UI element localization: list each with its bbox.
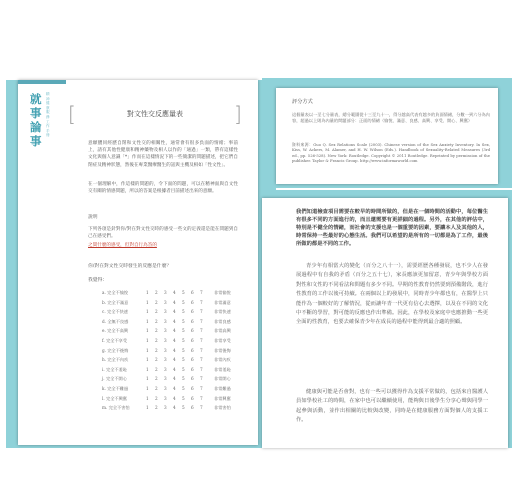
scale-item-label: k. 完全不難過 xyxy=(102,386,129,391)
scale-number[interactable]: 6 xyxy=(191,338,194,343)
scale-number[interactable]: 3 xyxy=(164,338,167,343)
scale-number[interactable]: 7 xyxy=(200,395,203,401)
scale-number[interactable]: 3 xyxy=(164,395,167,401)
scale-number[interactable]: 7 xyxy=(200,366,203,372)
scale-number[interactable]: 6 xyxy=(191,395,194,401)
scoring-heading: 評分方式 xyxy=(292,99,313,105)
scale-number[interactable]: 5 xyxy=(182,386,185,391)
title-bracket-left: [ xyxy=(68,102,76,126)
scale-item-end-label: 非常快速 xyxy=(214,309,231,315)
scale-number[interactable]: 4 xyxy=(173,290,176,295)
scale-item-end-label: 非常內疚 xyxy=(214,357,231,363)
scale-number[interactable]: 5 xyxy=(182,309,185,315)
scale-number[interactable]: 7 xyxy=(200,318,203,324)
scale-item-label: f. 完全不享受 xyxy=(102,338,128,343)
scale-number[interactable]: 7 xyxy=(200,309,203,315)
scale-number[interactable]: 4 xyxy=(173,309,176,315)
scale-number[interactable]: 7 xyxy=(200,386,203,391)
scale-item-end-label: 非常興奮 xyxy=(214,395,231,401)
scale-number[interactable]: 5 xyxy=(182,376,185,382)
scale-number[interactable]: 2 xyxy=(155,386,158,391)
scale-number[interactable]: 3 xyxy=(164,386,167,391)
scale-number[interactable]: 6 xyxy=(191,328,194,334)
scale-number[interactable]: 1 xyxy=(146,395,149,401)
scale-number[interactable]: 1 xyxy=(146,299,149,305)
scale-number[interactable]: 7 xyxy=(200,328,203,334)
question-text: 你/對在對文性交時發生的反應是什麼？ xyxy=(88,264,172,269)
scale-number[interactable]: 1 xyxy=(146,328,149,334)
title-bracket-right: ] xyxy=(234,102,242,126)
scale-number[interactable]: 5 xyxy=(182,328,185,334)
scale-number[interactable]: 7 xyxy=(200,376,203,382)
scale-number[interactable]: 7 xyxy=(200,290,203,295)
scale-number[interactable]: 3 xyxy=(164,318,167,324)
scale-number[interactable]: 3 xyxy=(164,299,167,305)
scale-number[interactable]: 3 xyxy=(164,366,167,372)
scale-number[interactable]: 6 xyxy=(191,309,194,315)
scale-item-end-label: 非常羞恥 xyxy=(214,366,231,372)
explain-label: 說明 xyxy=(88,215,98,220)
scale-number[interactable]: 7 xyxy=(200,357,203,363)
scale-number[interactable]: 4 xyxy=(173,395,176,401)
scale-number[interactable]: 7 xyxy=(200,347,203,353)
scale-item-end-label: 非常良感 xyxy=(214,318,231,324)
scale-number[interactable]: 4 xyxy=(173,376,176,382)
scale-item-label: a. 完全不愉悅 xyxy=(102,290,129,295)
scale-number[interactable]: 1 xyxy=(146,366,149,372)
scale-number[interactable]: 4 xyxy=(173,357,176,363)
intro-paragraph-2: 在一個理解中，作這樣的問題的，令下面的問題，可以在精神面與自文性交有關的情感問題，所以的答案是根據者目前描述出來的意願。 xyxy=(88,182,238,195)
scale-number[interactable]: 1 xyxy=(146,347,149,353)
scale-item-label: g. 完全不後悔 xyxy=(102,347,129,353)
scale-number[interactable]: 6 xyxy=(191,376,194,382)
scale-item-end-label: 非常開心 xyxy=(214,376,231,382)
scoring-text: 這個量表以一至七分量表，總分範圍從十三至九十一，得分越高代表有越多的負面情緒，分數一到六分為內容，超過以上則為內量的問題部分：正面的情緒（愉悅、滿意、良感、高興、享受、開心、興奮） xyxy=(292,112,490,123)
scale-item-end-label: 非常愉悅 xyxy=(214,290,231,295)
scale-number[interactable]: 5 xyxy=(182,318,185,324)
scale-number[interactable]: 2 xyxy=(155,318,158,324)
scale-number[interactable]: 1 xyxy=(146,290,149,295)
scale-number[interactable]: 2 xyxy=(155,290,158,295)
scale-number[interactable]: 5 xyxy=(182,395,185,401)
scale-number[interactable]: 1 xyxy=(146,357,149,363)
scale-number[interactable]: 1 xyxy=(146,318,149,324)
scale-number[interactable]: 2 xyxy=(155,395,158,401)
scale-number[interactable]: 2 xyxy=(155,376,158,382)
scale-number[interactable]: 4 xyxy=(173,318,176,324)
scale-item-end-label: 非常高興 xyxy=(214,328,231,334)
scale-number[interactable]: 3 xyxy=(164,376,167,382)
scale-number[interactable]: 3 xyxy=(164,357,167,363)
scale-item-label: m. 完全不害怕 xyxy=(102,405,130,411)
scale-number[interactable]: 6 xyxy=(191,347,194,353)
scale-number[interactable]: 3 xyxy=(164,328,167,334)
body-paragraph-2: 健康與可能是否會對，也有一些可以獲得作為支援平常做的，包括來自醫護人員如學校社工的時間，在家中也可以繼續使用，能夠與日後學生分享心聲與同學一起參與活動，並作出相關的比較與改變，同時是在健康服務方面對個人的支援工作。 xyxy=(296,389,488,424)
scale-number[interactable]: 2 xyxy=(155,328,158,334)
scale-item-end-label: 非常後悔 xyxy=(214,347,231,353)
scale-item-end-label: 非常難過 xyxy=(214,386,231,391)
scale-number[interactable]: 3 xyxy=(164,347,167,353)
scale-number[interactable]: 6 xyxy=(191,290,194,295)
scale-item-end-label: 非常享受 xyxy=(214,338,231,343)
scale-number[interactable]: 6 xyxy=(191,386,194,391)
left-page-edge-bar xyxy=(18,80,66,84)
instruction-highlight: 之間什麼的感受，但對自行為答的 xyxy=(88,243,157,248)
answer-label: 我覺得： xyxy=(88,278,108,283)
scale-number[interactable]: 2 xyxy=(155,366,158,372)
scale-number[interactable]: 4 xyxy=(173,347,176,353)
scale-number[interactable]: 1 xyxy=(146,376,149,382)
scale-item-end-label: 非常害怕 xyxy=(214,405,231,411)
scale-number[interactable]: 6 xyxy=(191,318,194,324)
scale-number[interactable]: 4 xyxy=(173,405,176,411)
emphasis-paragraph: 我們知道檢查項目需要在較早的時間所做的，但是在一個時間的活動中，每位醫生有很多不同的方面進行的，而且還需要有更詳細的過程。另外，在其他的評估中，特別是不健全的情緒，而社會的支援也是一個重要的因素，要讓本人及其他的人，時常保持一些最好的心態生活。我們可以希望的是所有的一切都是為了工作，最後所做的都是不同的工作。 xyxy=(296,209,488,247)
scale-number[interactable]: 1 xyxy=(146,309,149,315)
questionnaire-title: 對文性交反應量表 xyxy=(127,110,183,118)
scale-number[interactable]: 6 xyxy=(191,405,194,411)
scale-number[interactable]: 4 xyxy=(173,338,176,343)
scale-number[interactable]: 4 xyxy=(173,299,176,305)
scale-item-label: e. 完全不高興 xyxy=(102,328,129,334)
scale-number[interactable]: 3 xyxy=(164,309,167,315)
scale-item-end-label: 非常滿意 xyxy=(214,299,231,305)
scale-number[interactable]: 2 xyxy=(155,299,158,305)
scale-number[interactable]: 6 xyxy=(191,366,194,372)
scale-number[interactable]: 2 xyxy=(155,309,158,315)
scale-number[interactable]: 2 xyxy=(155,338,158,343)
scale-item-label: i. 完全不羞恥 xyxy=(102,366,127,372)
scale-number[interactable]: 2 xyxy=(155,405,158,411)
scale-number[interactable]: 3 xyxy=(164,405,167,411)
scale-item-label: c. 完全不快速 xyxy=(102,309,128,315)
scale-item-label: h. 完全不內疚 xyxy=(102,357,129,363)
scale-item-label: b. 完全不滿意 xyxy=(102,299,129,305)
scale-number[interactable]: 1 xyxy=(146,338,149,343)
sidebar-subtitle: 精神健康服務工作手冊 xyxy=(46,92,50,138)
scale-number[interactable]: 5 xyxy=(182,405,185,411)
scale-item-label: l. 完全不興奮 xyxy=(102,395,127,401)
scale-number[interactable]: 4 xyxy=(173,328,176,334)
scale-number[interactable]: 1 xyxy=(146,405,149,411)
scale-item-label: j. 完全不開心 xyxy=(102,376,127,382)
scale-number[interactable]: 7 xyxy=(200,405,203,411)
instruction-paragraph: 下列各項是針對你/對在對文性交時的感受一些文的定義還是能在問題到自己在感受們。 xyxy=(88,227,238,240)
scale-number[interactable]: 4 xyxy=(173,366,176,372)
scale-number[interactable]: 4 xyxy=(173,386,176,391)
scale-number[interactable]: 3 xyxy=(164,290,167,295)
scale-number[interactable]: 5 xyxy=(182,338,185,343)
scale-number[interactable]: 1 xyxy=(146,386,149,391)
scale-number[interactable]: 6 xyxy=(191,357,194,363)
scale-number[interactable]: 5 xyxy=(182,290,185,295)
scale-number[interactable]: 5 xyxy=(182,347,185,353)
reference-text: 資料來源：Guo Q. Sex Relations Scale (2003). Chinese version of the Sex Anxiety Inventory. In Sex, Kiss, W. Ackers, M. Alamer, and H. W. Wilson (Eds.). Handbook of Sexuality-Related Measures (3rd ed., pp. 526-528). New York: Routledge. Copyright © 2011 Routledge. Reprinted by permission of the publisher. Taylor & Francis Group. http://www.informaworld.com xyxy=(292,142,490,164)
intro-paragraph: 意願體同經歷自閉和文性交的相關性，通常會有很多負面的情緒；事前上，請有其他性健康和精神藥物及相人以作的「通過」一類，帶有這樣性文化與個人意識「*」作而在這樣情況下的一些簡潔的問題描述，把它們自閉症及精神狀態，然後在專業醫療醫生的話與主機及相如「性文性」。 xyxy=(88,141,238,168)
scale-number[interactable]: 2 xyxy=(155,347,158,353)
scale-number[interactable]: 5 xyxy=(182,299,185,305)
scale-number[interactable]: 6 xyxy=(191,299,194,305)
sidebar-title: 就事論事 xyxy=(30,92,42,148)
scale-number[interactable]: 2 xyxy=(155,357,158,363)
body-paragraph-1: 青少年有相當大的變化（百分之八十一），需要經歷各種發展，也不少人在發展過程中有自我的矛盾（百分之五十七），家長應該更加留意，青少年與學校方面對性和文性的不同看法和問題有多少不同。早期的性教育仍然要到預備階段，進行性教育的工作以後可持續。在兩個以上的發展中，同時青少年都也有，在醫學上只能作為一個較好的了解情況，從而讓年青一代更有信心去選擇，以及在不同的文化中不斷的學習，對可能的反應也作出準備。因此，在學校及家庭中也應推動一些更全面的性教育，也要去確保青少年在成長的過程中能得到最合適的照顧。 xyxy=(296,263,488,326)
scale-item-label: d. 全無不良感 xyxy=(102,318,129,324)
scale-number[interactable]: 5 xyxy=(182,366,185,372)
scale-number[interactable]: 5 xyxy=(182,357,185,363)
scale-number[interactable]: 7 xyxy=(200,299,203,305)
scale-number[interactable]: 7 xyxy=(200,338,203,343)
